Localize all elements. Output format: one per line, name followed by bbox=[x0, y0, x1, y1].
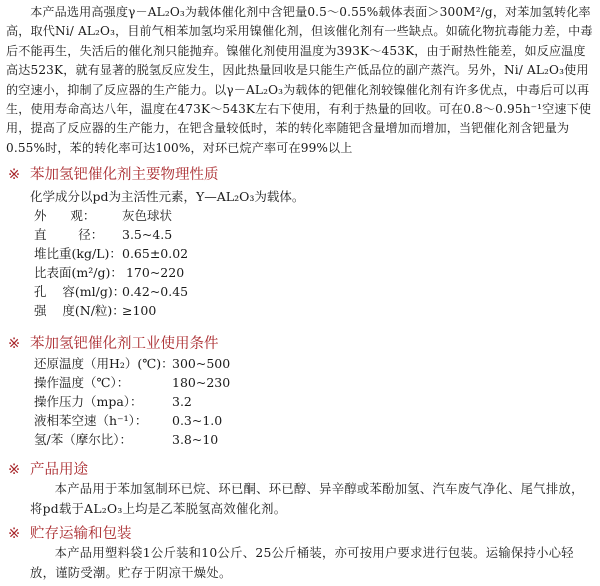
composition-note: 化学成分以pd为主活性元素，Υ—AL₂O₃为载体。 bbox=[30, 189, 305, 204]
property-label: 直 径： bbox=[34, 227, 104, 243]
usage-paragraph: 本产品用于苯加氢制环已烷、环已酮、环已醇、异辛醇或苯酚加氢、汽车废气净化、尾气排放，将pd载于AL₂O₃上均是乙苯脱氢高效催化剂。 bbox=[30, 482, 584, 516]
property-label: 孔 容(ml/g)： bbox=[34, 284, 126, 300]
physical-properties-section bbox=[8, 165, 594, 321]
condition-row bbox=[34, 373, 594, 392]
storage-paragraph: 本产品用塑料袋1公斤装和10公斤、25公斤桶装，亦可按用户要求进行包装。运输保持小心轻放，谨防受潮。贮存于阴凉干燥处。 bbox=[30, 546, 574, 580]
reference-mark-icon: ※ bbox=[8, 462, 21, 478]
section-title: 贮存运输和包装 bbox=[30, 526, 132, 542]
property-value: ≥100 bbox=[122, 303, 157, 319]
condition-value: 180~230 bbox=[172, 375, 231, 391]
condition-value: 3.2 bbox=[172, 394, 192, 410]
condition-label: 还原温度（用H₂）(℃)： bbox=[34, 356, 174, 371]
section-heading bbox=[8, 460, 594, 480]
intro-paragraph: 本产品选用高强度γ－AL₂O₃为载体催化剂中含钯量0.5～0.55%载体表面＞300M²/g，对苯加氢转化率高，取代Ni/ AL₂O₃，目前气相苯加氢均采用镍催化剂，但该催化剂有一些缺点。如硫化物抗毒能力差，中毒后不能再生，失活后的催化剂只能抛弃。镍催化剂使用温度为393K～453K，由于耐热性能差，如反应温度高达523K，就有显著的脱氢反应发生，因此热量回收是只能生产低品位的副产蒸汽。另外，Ni/ AL₂O₃使用的空速小，抑制了反应器的生产能力。以γ－AL₂O₃为载体的钯催化剂较镍催化剂有许多优点，中毒后可以再生，使用寿命高达八年，温度在473K～543K左右下使用，有利于热量的回收。可在0.8～0.95h⁻¹空速下使用，提高了反应器的生产能力，在钯含量较低时，苯的转化率随钯含量增加而增加，当钯催化剂含钯量为0.55%时，苯的转化率可达100%，对环已烷产率可在99%以上 bbox=[6, 5, 593, 155]
condition-value: 3.8~10 bbox=[172, 432, 219, 448]
reference-mark-icon: ※ bbox=[8, 526, 21, 542]
section-title: 苯加氢钯催化剂工业使用条件 bbox=[30, 336, 219, 352]
property-label: 强 度(N/粒)： bbox=[34, 303, 125, 319]
condition-row bbox=[34, 430, 594, 449]
property-value: 0.42~0.45 bbox=[122, 284, 189, 300]
property-value: 灰色球状 bbox=[122, 208, 173, 223]
property-row bbox=[34, 263, 594, 282]
property-row bbox=[34, 301, 594, 320]
condition-label: 液相苯空速（h⁻¹）： bbox=[34, 413, 148, 429]
condition-row bbox=[34, 392, 594, 411]
property-row bbox=[34, 282, 594, 301]
property-row bbox=[34, 225, 594, 244]
property-value: 0.65±0.02 bbox=[122, 246, 189, 262]
section-heading bbox=[8, 165, 594, 185]
condition-value: 300~500 bbox=[172, 356, 231, 371]
conditions-list bbox=[8, 354, 594, 449]
property-row bbox=[34, 206, 594, 225]
condition-label: 操作压力（mpa）： bbox=[34, 394, 143, 410]
reference-mark-icon: ※ bbox=[8, 167, 21, 183]
condition-row bbox=[34, 354, 594, 373]
properties-list bbox=[8, 206, 594, 321]
condition-label: 操作温度（℃）： bbox=[34, 375, 130, 391]
section-title: 苯加氢钯催化剂主要物理性质 bbox=[30, 167, 219, 183]
condition-value: 0.3~1.0 bbox=[172, 413, 223, 429]
section-title: 产品用途 bbox=[30, 462, 88, 478]
property-label: 外 观： bbox=[34, 208, 96, 223]
property-label: 堆比重(kg/L)： bbox=[34, 246, 122, 262]
condition-row bbox=[34, 411, 594, 430]
property-value: 3.5~4.5 bbox=[122, 227, 173, 243]
section-heading bbox=[8, 334, 594, 354]
property-row bbox=[34, 244, 594, 263]
condition-label: 氢/苯（摩尔比）： bbox=[34, 432, 132, 448]
storage-packaging-section bbox=[8, 524, 594, 583]
usage-conditions-section bbox=[8, 334, 594, 449]
section-heading bbox=[8, 524, 594, 544]
property-value: 170~220 bbox=[122, 265, 185, 281]
property-label: 比表面(m²/g)： bbox=[34, 265, 123, 281]
product-usage-section bbox=[8, 460, 594, 519]
reference-mark-icon: ※ bbox=[8, 336, 21, 352]
